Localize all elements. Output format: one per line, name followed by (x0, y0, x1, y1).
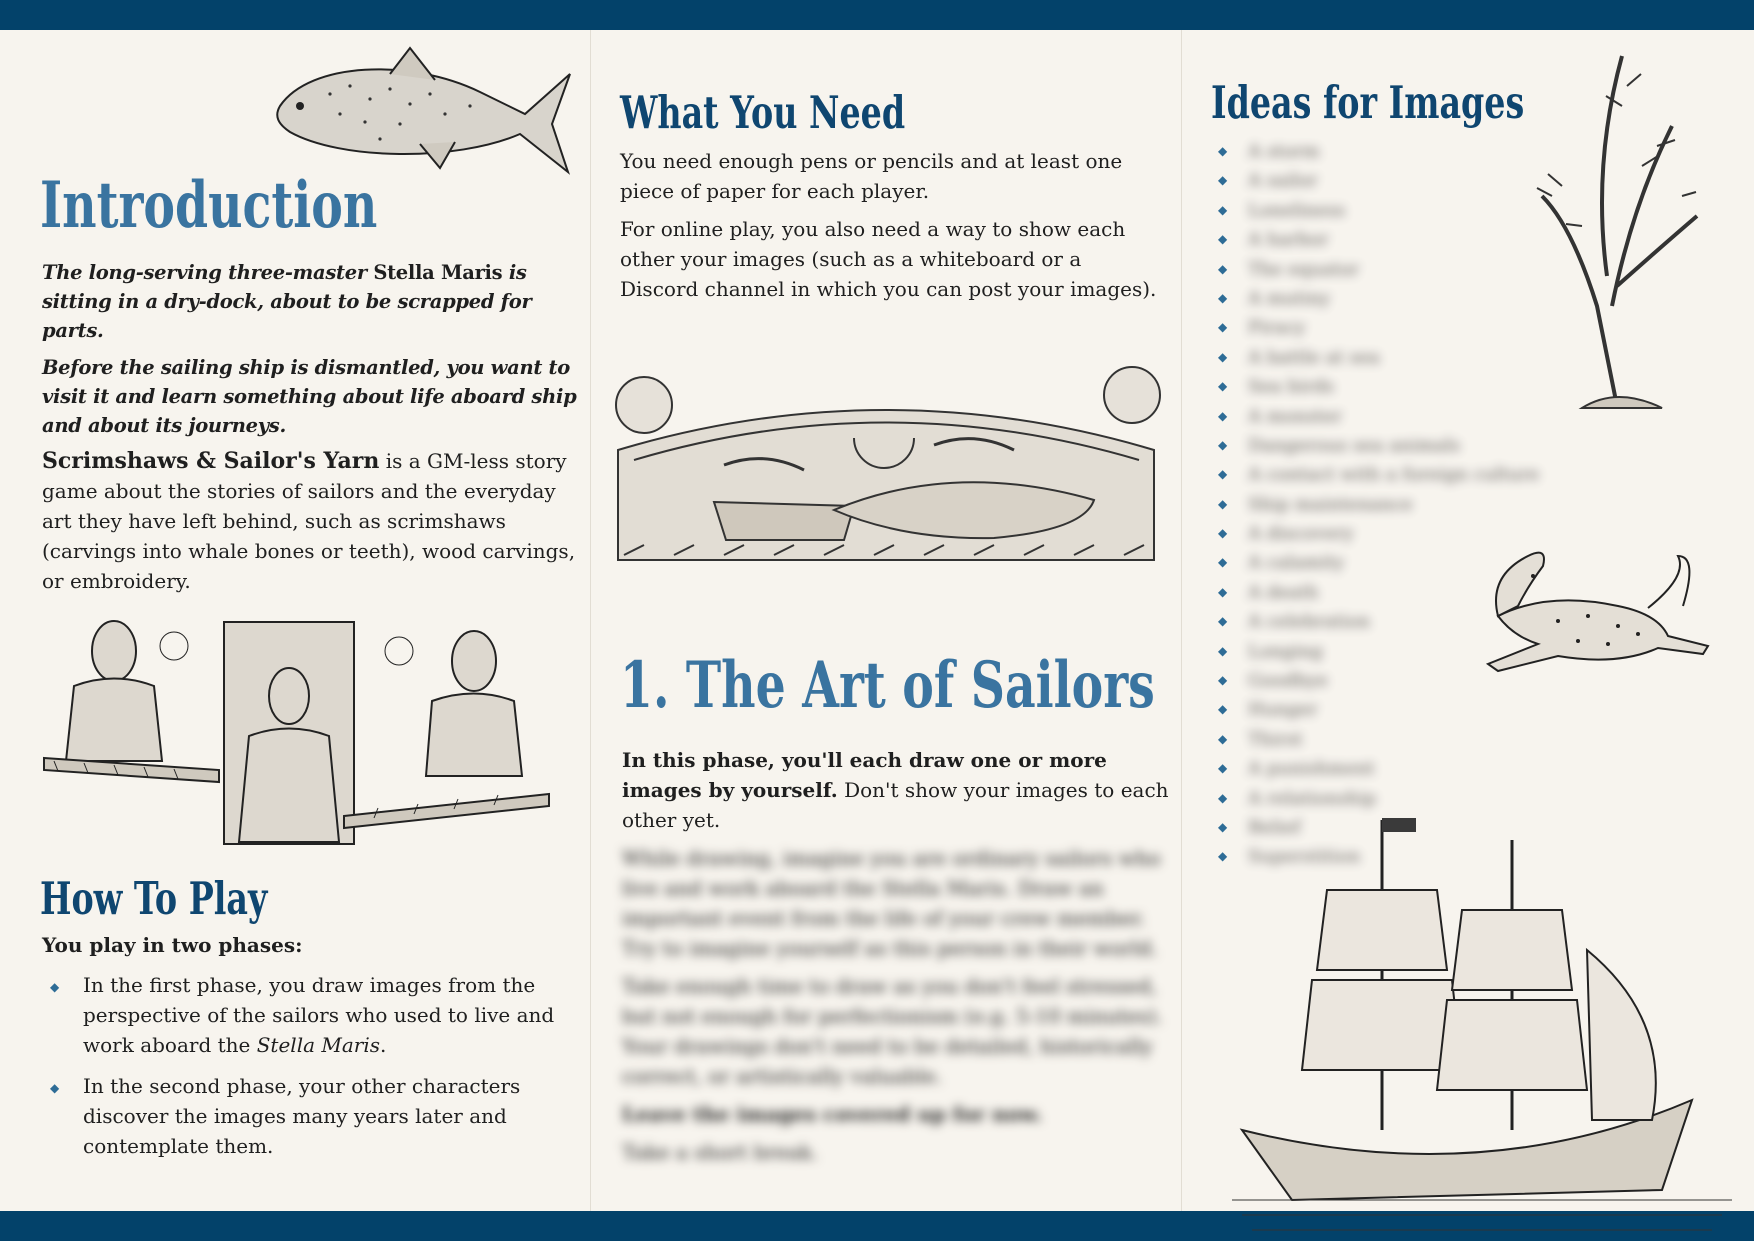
diamond-bullet-icon: ◆ (1218, 849, 1228, 864)
top-band (0, 0, 1754, 30)
idea-text: A battle at sea (1248, 346, 1380, 368)
diamond-bullet-icon: ◆ (1218, 555, 1228, 570)
diamond-bullet-icon: ◆ (1218, 320, 1228, 335)
list-item (42, 1071, 582, 1161)
idea-item (1213, 225, 1573, 254)
phase2-text: In the second phase, your other characters discover the images many years later and contemplate them. (83, 1074, 521, 1158)
diamond-bullet-icon: ◆ (1218, 437, 1228, 452)
idea-text: Loneliness (1248, 199, 1346, 221)
scrimshaw-whale-hunt-illustration (614, 370, 1159, 570)
idea-item (1213, 695, 1573, 724)
diamond-bullet-icon: ◆ (1218, 643, 1228, 658)
idea-item (1213, 343, 1573, 372)
idea-item (1213, 372, 1573, 401)
art-of-sailors-body (622, 745, 1172, 1167)
idea-text: A celebration (1248, 611, 1371, 633)
idea-item (1213, 166, 1573, 195)
idea-item (1213, 255, 1573, 284)
idea-item (1213, 460, 1573, 489)
idea-text: Superstition (1248, 846, 1361, 868)
game-title: Scrimshaws & Sailor's Yarn (42, 448, 380, 474)
idea-text: Longing (1248, 640, 1323, 662)
game-desc-text: is a GM-less story game about the stories of sailors and the everyday art they have left behind, such as scrimshaws (carvings into whale bones or teeth), wood carvings, or embroidery. (42, 449, 576, 593)
art-lead-rest: Don't show your images to each other yet. (622, 778, 1169, 832)
art-of-sailors-heading: 1. The Art of Sailors (620, 648, 1155, 723)
idea-text: A storm (1248, 141, 1320, 162)
idea-text: Thirst (1248, 728, 1303, 750)
phase1-end: . (380, 1033, 387, 1057)
idea-text: Belief (1248, 816, 1301, 838)
idea-text: A monster (1248, 405, 1342, 427)
idea-text: A contact with a foreign culture (1248, 464, 1540, 486)
diamond-bullet-icon: ◆ (1218, 790, 1228, 805)
ideas-list (1213, 137, 1573, 872)
diamond-bullet-icon: ◆ (1218, 761, 1228, 776)
idea-text: Goodbye (1248, 670, 1328, 692)
diamond-bullet-icon: ◆ (1218, 673, 1228, 688)
art-blurred-p4: Take a short break. (622, 1140, 819, 1164)
diamond-bullet-icon: ◆ (1218, 379, 1228, 394)
idea-item (1213, 754, 1573, 783)
idea-item (1213, 196, 1573, 225)
idea-item (1213, 725, 1573, 754)
panel-ideas (1182, 30, 1754, 1211)
need-p1: You need enough pens or pencils and at least one piece of paper for each player. (620, 149, 1123, 203)
idea-text: Sea birds (1248, 376, 1335, 398)
intro-lead (42, 258, 577, 448)
diamond-bullet-icon: ◆ (1218, 467, 1228, 482)
game-description (42, 446, 582, 596)
idea-text: The equator (1248, 258, 1360, 280)
lead1-text-end: is sitting in a dry-dock, about to be scrapped for parts. (42, 261, 532, 342)
idea-item (1213, 313, 1573, 342)
how-to-play-lead: You play in two phases: (42, 933, 303, 957)
diamond-bullet-icon: ◆ (1218, 173, 1228, 188)
dog-illustration (1458, 536, 1738, 686)
idea-item (1213, 402, 1573, 431)
diamond-bullet-icon: ◆ (1218, 290, 1228, 305)
idea-item (1213, 490, 1573, 519)
idea-text: A discovery (1248, 523, 1354, 545)
diamond-bullet-icon: ◆ (1218, 202, 1228, 217)
diamond-bullet-icon: ◆ (1218, 819, 1228, 834)
tree-illustration (1522, 46, 1712, 416)
ship-name: Stella Maris (373, 261, 503, 284)
diamond-bullet-icon: ◆ (1218, 496, 1228, 511)
diamond-bullet-icon: ◆ (1218, 526, 1228, 541)
diamond-bullet-icon: ◆ (1218, 702, 1228, 717)
phase1-ship-name: Stella Maris (256, 1033, 381, 1057)
lead1-text: The long-serving three-master (42, 261, 367, 284)
diamond-bullet-icon: ◆ (1218, 144, 1228, 158)
idea-text: A mutiny (1248, 287, 1331, 309)
idea-item (1213, 284, 1573, 313)
need-p2: For online play, you also need a way to show each other your images (such as a whiteboard or a Discord channel in which you can post your images). (620, 217, 1157, 301)
idea-text: Hunger (1248, 699, 1318, 721)
ideas-heading: Ideas for Images (1211, 76, 1525, 129)
fish-illustration (270, 44, 575, 179)
idea-text: A death (1248, 581, 1319, 603)
idea-text: A relationship (1248, 787, 1376, 809)
lead2-text: Before the sailing ship is dismantled, you want to visit it and learn something about life aboard ship and about its journeys. (42, 356, 577, 437)
idea-text: Dangerous sea animals (1248, 434, 1461, 456)
art-lead-bold: In this phase, you'll each draw one or more images by yourself. (622, 748, 1107, 802)
panel-what-you-need (591, 30, 1181, 1211)
idea-text: A harbor (1248, 229, 1329, 251)
idea-text: Piracy (1248, 317, 1306, 339)
three-women-illustration (44, 606, 554, 866)
how-to-play-body (42, 930, 582, 1172)
art-blurred-p2: Take enough time to draw as you don't feel stressed, but not enough for perfectionism (e.g. 5-10 minutes). Your drawings don't need to be detailed, historically correct, or artistically valuable. (622, 974, 1163, 1088)
phase1-text: In the first phase, you draw images from the perspective of the sailors who used to live and work aboard the (83, 973, 555, 1057)
idea-item (1213, 431, 1573, 460)
how-to-play-heading: How To Play (40, 872, 268, 925)
diamond-bullet-icon: ◆ (50, 1081, 60, 1095)
diamond-bullet-icon: ◆ (1218, 261, 1228, 276)
art-blurred-p1: While drawing, imagine you are ordinary sailors who live and work aboard the Stella Maris. Draw an important event from the life of your crew member. Try to imagine yourself as this person in their world. (622, 846, 1161, 960)
idea-item (1213, 137, 1573, 166)
diamond-bullet-icon: ◆ (1218, 232, 1228, 247)
art-blurred-p3: Leave the images covered up for now. (622, 1102, 1043, 1126)
diamond-bullet-icon: ◆ (1218, 408, 1228, 423)
diamond-bullet-icon: ◆ (1218, 614, 1228, 629)
phase-list (42, 970, 582, 1161)
panel-introduction (0, 30, 590, 1211)
diamond-bullet-icon: ◆ (1218, 349, 1228, 364)
diamond-bullet-icon: ◆ (1218, 731, 1228, 746)
sailing-ship-illustration (1232, 800, 1732, 1240)
intro-heading: Introduction (40, 168, 378, 243)
what-you-need-body (620, 146, 1165, 304)
diamond-bullet-icon: ◆ (50, 980, 60, 994)
diamond-bullet-icon: ◆ (1218, 584, 1228, 599)
idea-text: Ship maintenance (1248, 493, 1413, 515)
idea-text: A sailor (1248, 170, 1318, 192)
idea-text: A punishment (1248, 758, 1375, 780)
idea-text: A calamity (1248, 552, 1345, 574)
what-you-need-heading: What You Need (620, 86, 906, 139)
list-item (42, 970, 582, 1060)
